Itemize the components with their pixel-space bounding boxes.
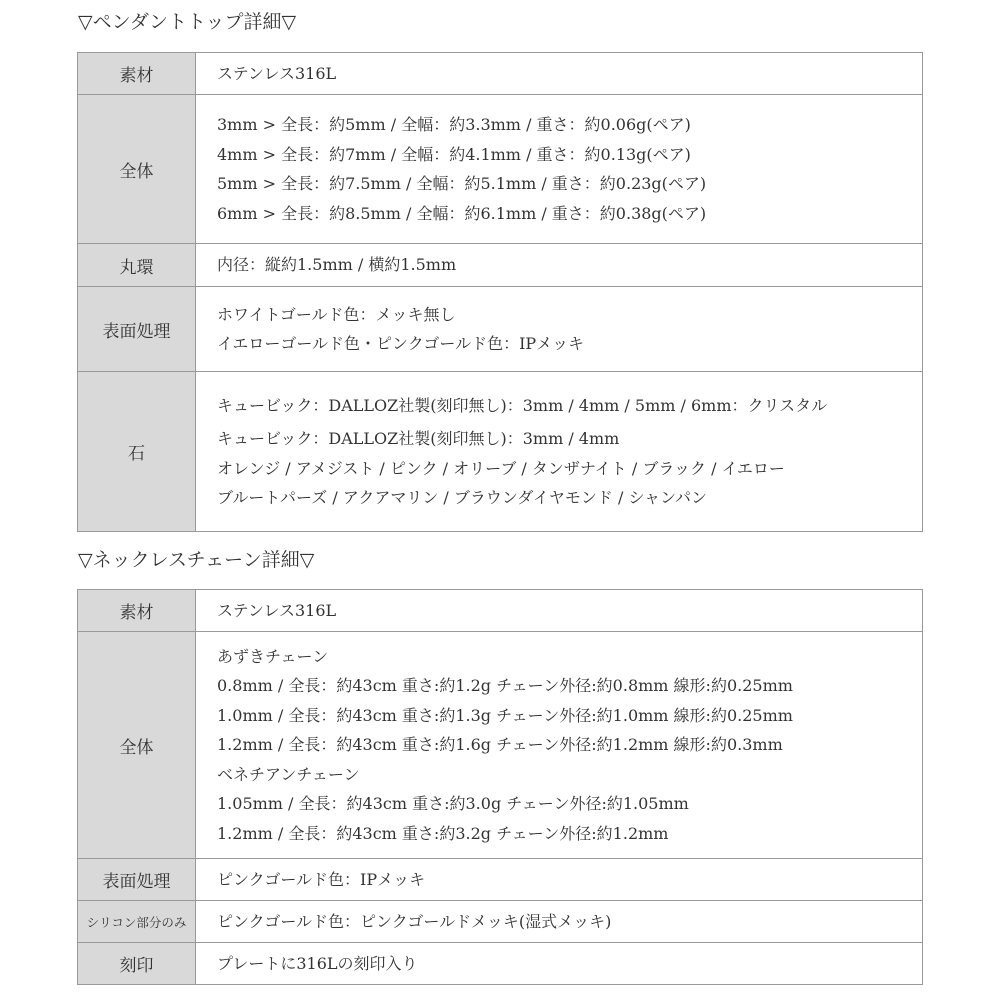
necklace-row-silicone <box>78 901 923 943</box>
pendant-row-stone <box>78 372 923 532</box>
value-line: オレンジ / アメジスト / ピンク / オリーブ / タンザナイト / ブラック / イエロー <box>217 458 785 478</box>
value-line: 1.2mm / 全長：約43cm 重さ:約1.6g チェーン外径:約1.2mm 線形:約0.3mm <box>217 735 783 755</box>
row-value <box>196 590 923 632</box>
row-value <box>196 372 923 532</box>
value-line: 4mm > 全長：約7mm / 全幅：約4.1mm / 重さ：約0.13g(ペア) <box>217 144 691 164</box>
value-line: ホワイトゴールド色：メッキ無し <box>217 304 456 324</box>
row-value <box>196 287 923 372</box>
pendant-row-overall <box>78 95 923 244</box>
necklace-row-finish <box>78 859 923 901</box>
row-label: 素材 <box>78 590 196 632</box>
row-label: 石 <box>78 372 196 532</box>
row-label: シリコン部分のみ <box>78 901 196 943</box>
pendant-section-title: ▽ペンダントトップ詳細▽ <box>78 11 297 33</box>
pendant-spec-table <box>77 52 923 532</box>
value-line: 内径：縦約1.5mm / 横約1.5mm <box>217 255 457 275</box>
row-label: 表面処理 <box>78 859 196 901</box>
value-line: 5mm > 全長：約7.5mm / 全幅：約5.1mm / 重さ：約0.23g(ペア) <box>217 174 707 193</box>
value-line: ブルートパーズ / アクアマリン / ブラウンダイヤモンド / シャンパン <box>217 488 708 507</box>
necklace-section-title: ▽ネックレスチェーン詳細▽ <box>78 549 315 571</box>
row-value <box>196 859 923 901</box>
pendant-row-finish <box>78 287 923 372</box>
pendant-row-ring <box>78 244 923 287</box>
row-value <box>196 53 923 95</box>
row-value <box>196 95 923 244</box>
value-line: 3mm > 全長：約5mm / 全幅：約3.3mm / 重さ：約0.06g(ペア) <box>217 115 691 134</box>
pendant-row-material <box>78 53 923 95</box>
value-line: ステンレス316L <box>217 600 337 620</box>
row-label: 全体 <box>78 632 196 859</box>
row-label: 全体 <box>78 95 196 244</box>
value-line: 6mm > 全長：約8.5mm / 全幅：約6.1mm / 重さ：約0.38g(ペア) <box>217 203 707 223</box>
row-value <box>196 901 923 943</box>
row-value <box>196 943 923 985</box>
row-label: 素材 <box>78 53 196 95</box>
value-line: 1.0mm / 全長：約43cm 重さ:約1.3g チェーン外径:約1.0mm 線形:約0.25mm <box>217 705 793 725</box>
row-label: 表面処理 <box>78 287 196 372</box>
row-value <box>196 632 923 859</box>
value-line: ピンクゴールド色：IPメッキ <box>217 869 426 889</box>
value-line: 1.2mm / 全長：約43cm 重さ:約3.2g チェーン外径:約1.2mm <box>217 823 669 843</box>
necklace-row-overall <box>78 632 923 859</box>
value-line: ステンレス316L <box>217 63 337 83</box>
row-value <box>196 244 923 287</box>
value-line: あずきチェーン <box>217 646 329 666</box>
value-line: キュービック：DALLOZ社製(刻印無し)：3mm / 4mm <box>217 429 620 448</box>
necklace-spec-table <box>77 589 923 985</box>
value-line: ベネチアンチェーン <box>217 764 360 784</box>
row-label: 丸環 <box>78 244 196 287</box>
necklace-row-material <box>78 590 923 632</box>
row-label: 刻印 <box>78 943 196 985</box>
value-line: キュービック：DALLOZ社製(刻印無し)：3mm / 4mm / 5mm / 6mm：クリスタル <box>217 395 828 415</box>
value-line: 1.05mm / 全長：約43cm 重さ:約3.0g チェーン外径:約1.05mm <box>217 794 689 814</box>
value-line: 0.8mm / 全長：約43cm 重さ:約1.2g チェーン外径:約0.8mm 線形:約0.25mm <box>217 676 793 696</box>
value-line: プレートに316Lの刻印入り <box>217 953 418 973</box>
value-line: イエローゴールド色・ピンクゴールド色：IPメッキ <box>217 334 585 353</box>
necklace-row-engraving <box>78 943 923 985</box>
value-line: ピンクゴールド色：ピンクゴールドメッキ(湿式メッキ) <box>217 911 612 931</box>
